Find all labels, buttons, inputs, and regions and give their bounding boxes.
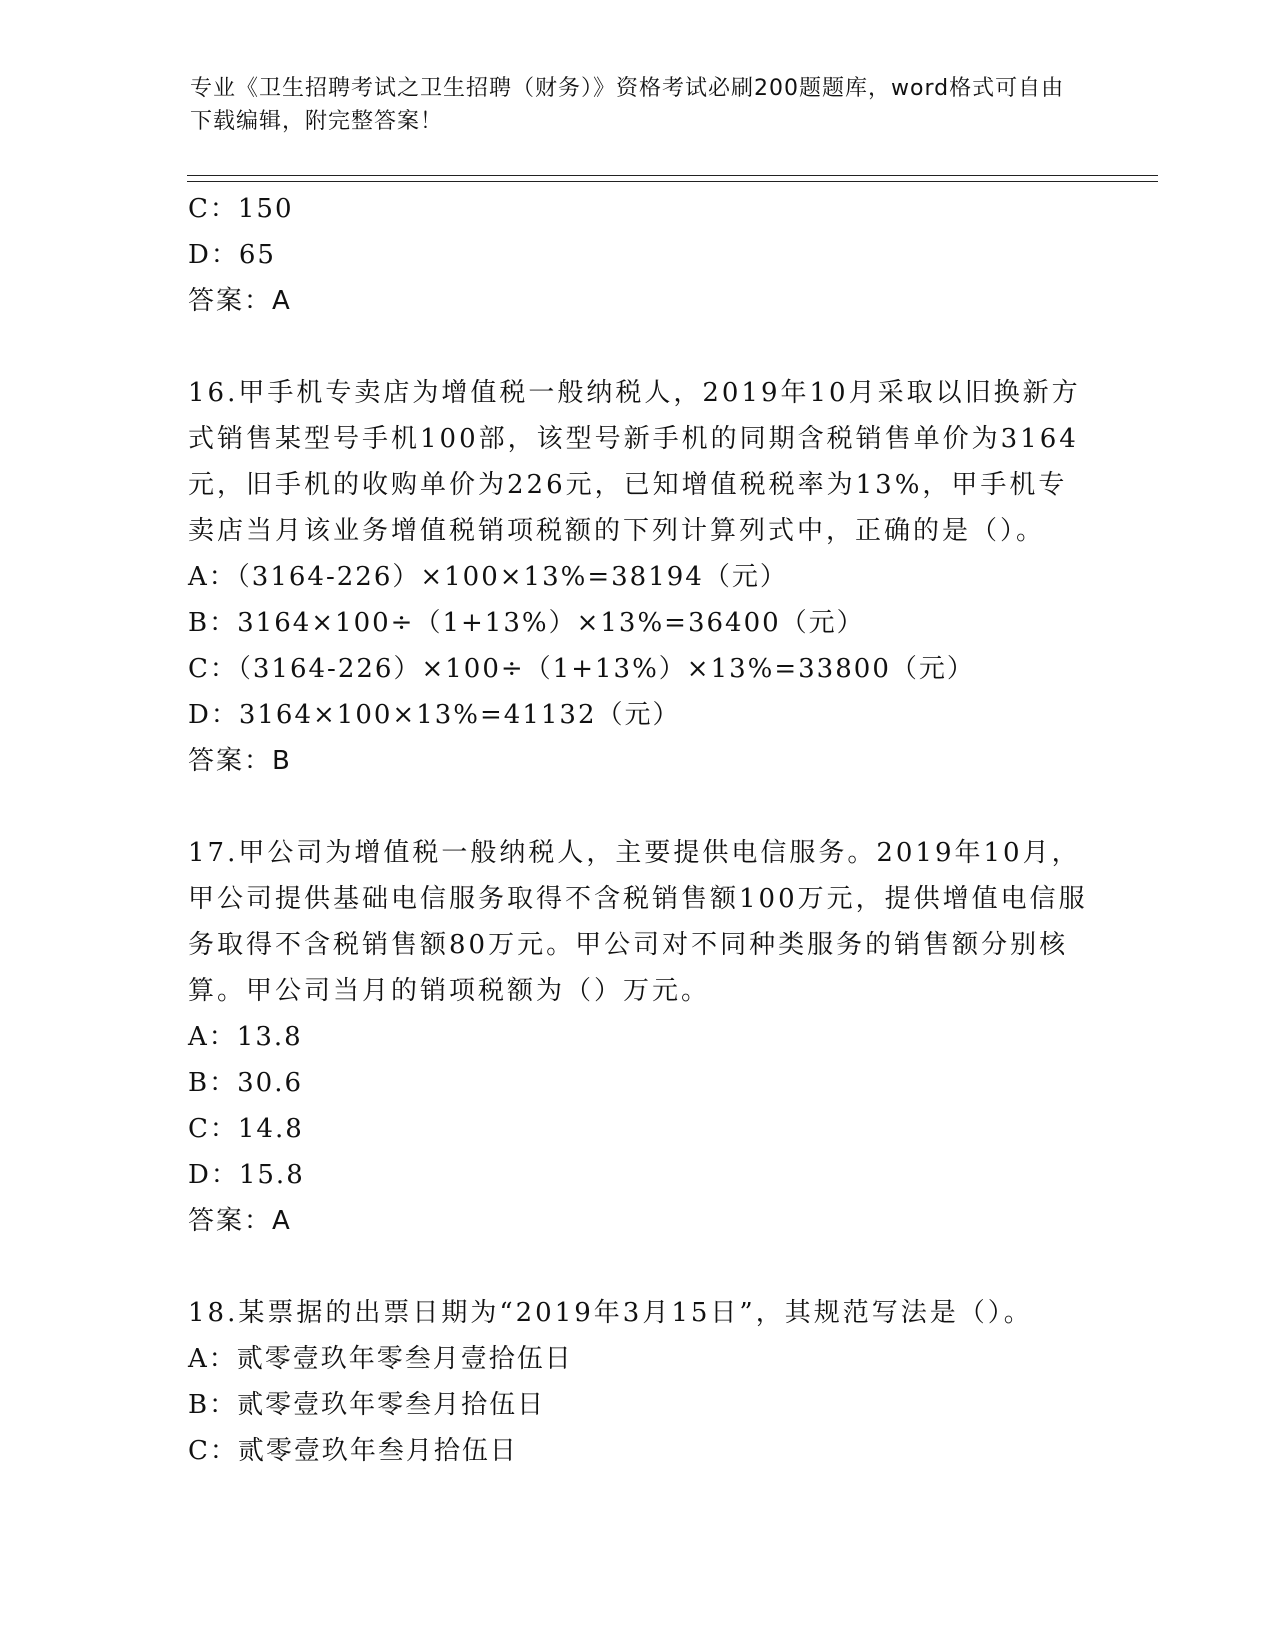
option-c: C：14.8 xyxy=(188,1114,304,1144)
answer-line: 答案：A xyxy=(188,286,292,316)
header-divider-top xyxy=(187,175,1158,176)
header-divider-bottom xyxy=(187,181,1158,182)
answer-line: 答案：B xyxy=(188,746,292,776)
option-d: D：65 xyxy=(188,240,276,270)
question-15-continuation xyxy=(188,186,1088,324)
document-header-title: 专业《卫生招聘考试之卫生招聘（财务）》资格考试必刷200题题库，word格式可自由下载编辑，附完整答案！ xyxy=(190,76,1065,134)
option-a: A：（3164-226）×100×13%=38194（元） xyxy=(188,562,788,592)
option-b: B：3164×100÷（1+13%）×13%=36400（元） xyxy=(188,608,865,638)
option-b: B：30.6 xyxy=(188,1068,303,1098)
document-body xyxy=(188,186,1088,1474)
question-stem: 16.甲手机专卖店为增值税一般纳税人，2019年10月采取以旧换新方式销售某型号手机100部，该型号新手机的同期含税销售单价为3164元，旧手机的收购单价为226元，已知增值税税率为13%，甲手机专卖店当月该业务增值税销项税额的下列计算列式中，正确的是（）。 xyxy=(188,378,1081,546)
option-c: C：（3164-226）×100÷（1+13%）×13%=33800（元） xyxy=(188,654,975,684)
question-stem: 17.甲公司为增值税一般纳税人，主要提供电信服务。2019年10月，甲公司提供基础电信服务取得不含税销售额100万元，提供增值电信服务取得不含税销售额80万元。甲公司对不同种类服务的销售额分别核算。甲公司当月的销项税额为（）万元。 xyxy=(188,838,1088,1006)
option-c: C：150 xyxy=(188,194,294,224)
spacer xyxy=(188,324,1088,370)
option-c: C：贰零壹玖年叁月拾伍日 xyxy=(188,1436,518,1466)
question-18 xyxy=(188,1290,1088,1474)
spacer xyxy=(188,1244,1088,1290)
answer-line: 答案：A xyxy=(188,1206,292,1236)
option-d: D：15.8 xyxy=(188,1160,305,1190)
option-a: A：贰零壹玖年零叁月壹拾伍日 xyxy=(188,1344,573,1374)
option-b: B：贰零壹玖年零叁月拾伍日 xyxy=(188,1390,546,1420)
question-17 xyxy=(188,830,1088,1244)
spacer xyxy=(188,784,1088,830)
question-stem: 18.某票据的出票日期为“2019年3月15日”，其规范写法是（）。 xyxy=(188,1298,1033,1328)
option-d: D：3164×100×13%=41132（元） xyxy=(188,700,681,730)
question-16 xyxy=(188,370,1088,784)
option-a: A：13.8 xyxy=(188,1022,303,1052)
